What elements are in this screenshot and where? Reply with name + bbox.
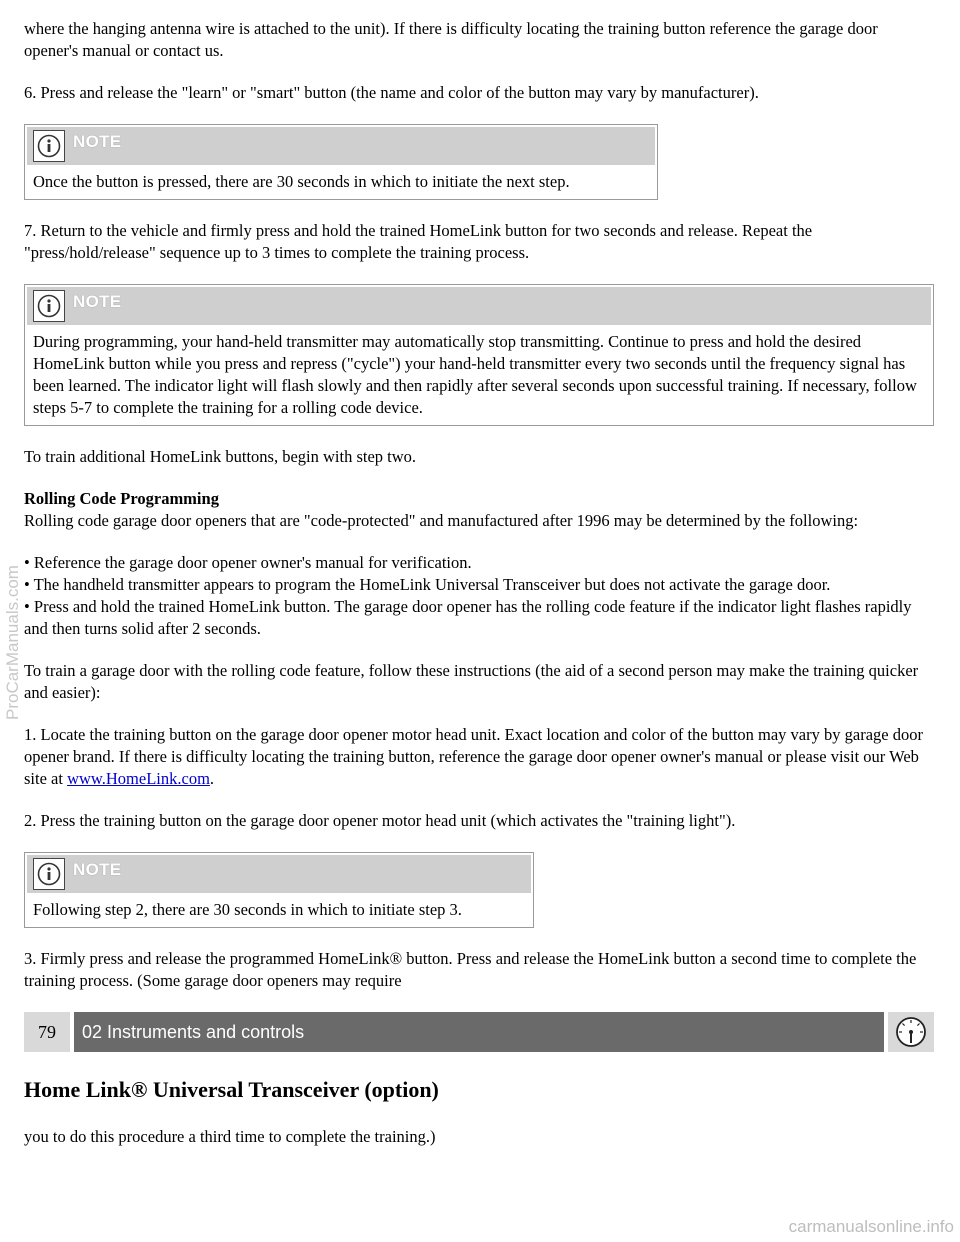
page-number: 79 [24,1012,70,1052]
section-title: 02 Instruments and controls [74,1012,884,1052]
gauge-icon [888,1012,934,1052]
step-2: 2. Press the training button on the garage door opener motor head unit (which activates the "training light"). [24,811,736,830]
note-box-1 [24,124,658,200]
continuation-text: you to do this procedure a third time to complete the training.) [24,1127,436,1146]
rolling-instructions: To train a garage door with the rolling code feature, follow these instructions (the aid of a second person may make the training quicker and easier): [24,661,919,702]
note-header [27,127,655,165]
rolling-code-heading: Rolling Code Programming [24,489,219,508]
rolling-code-list [24,552,936,640]
note-box-2 [24,284,934,426]
note-header [27,287,931,325]
note-label: NOTE [73,292,122,311]
homelink-website-link[interactable]: www.HomeLink.com [67,769,210,788]
note-text: During programming, your hand-held transmitter may automatically stop transmitting. Continue to press and hold the desired HomeLink button while you press and repress ("cycle") your hand-held transmitter every two seconds until the frequency signal has been learned. The indicator light will flash slowly and then rapidly after several seconds upon successful training. If necessary, follow steps 5-7 to complete the training for a rolling code device. [33,332,917,417]
page-heading: Home Link® Universal Transceiver (option) [24,1077,439,1102]
watermark-bottom-right: carmanualsonline.info [788,1217,954,1236]
rolling-code-intro: Rolling code garage door openers that are "code-protected" and manufactured after 1996 may be determined by the following: [24,511,859,530]
manual-page [24,18,936,1168]
additional-buttons: To train additional HomeLink buttons, begin with step two. [24,447,417,466]
note-label: NOTE [73,132,122,151]
step-1-text: 1. Locate the training button on the garage door opener motor head unit. Exact location and color of the button may vary by garage door opener brand. If there is difficulty locating the training button, reference the garage door opener owner's manual or please visit our Web site at [24,725,923,788]
step-1 [24,724,936,790]
step-6: 6. Press and release the "learn" or "smart" button (the name and color of the button may vary by manufacturer). [24,83,759,102]
info-icon [33,290,65,322]
note-label: NOTE [73,860,122,879]
step-3: 3. Firmly press and release the programmed HomeLink® button. Press and release the HomeLink button a second time to complete the training process. (Some garage door openers may require [24,949,917,990]
step-7: 7. Return to the vehicle and firmly press and hold the trained HomeLink button for two seconds and release. Repeat the "press/hold/release" sequence up to 3 times to complete the training process. [24,221,813,262]
list-item: • Reference the garage door opener owner's manual for verification. [24,553,472,572]
note-text: Following step 2, there are 30 seconds in which to initiate step 3. [33,900,462,919]
intro-paragraph: where the hanging antenna wire is attached to the unit). If there is difficulty locating the training button reference the garage door opener's manual or contact us. [24,19,878,60]
step-1-end: . [209,769,215,788]
watermark-left: ProCarManuals.com [3,565,22,720]
section-bar [24,1012,934,1052]
note-header [27,855,531,893]
note-box-3 [24,852,534,928]
rolling-code-section [24,488,936,532]
info-icon [33,858,65,890]
list-item: • The handheld transmitter appears to program the HomeLink Universal Transceiver but does not activate the garage door. [24,575,831,594]
list-item: • Press and hold the trained HomeLink button. The garage door opener has the rolling code feature if the indicator light flashes rapidly and then turns solid after 2 seconds. [24,597,912,638]
info-icon [33,130,65,162]
note-text: Once the button is pressed, there are 30 seconds in which to initiate the next step. [33,172,570,191]
